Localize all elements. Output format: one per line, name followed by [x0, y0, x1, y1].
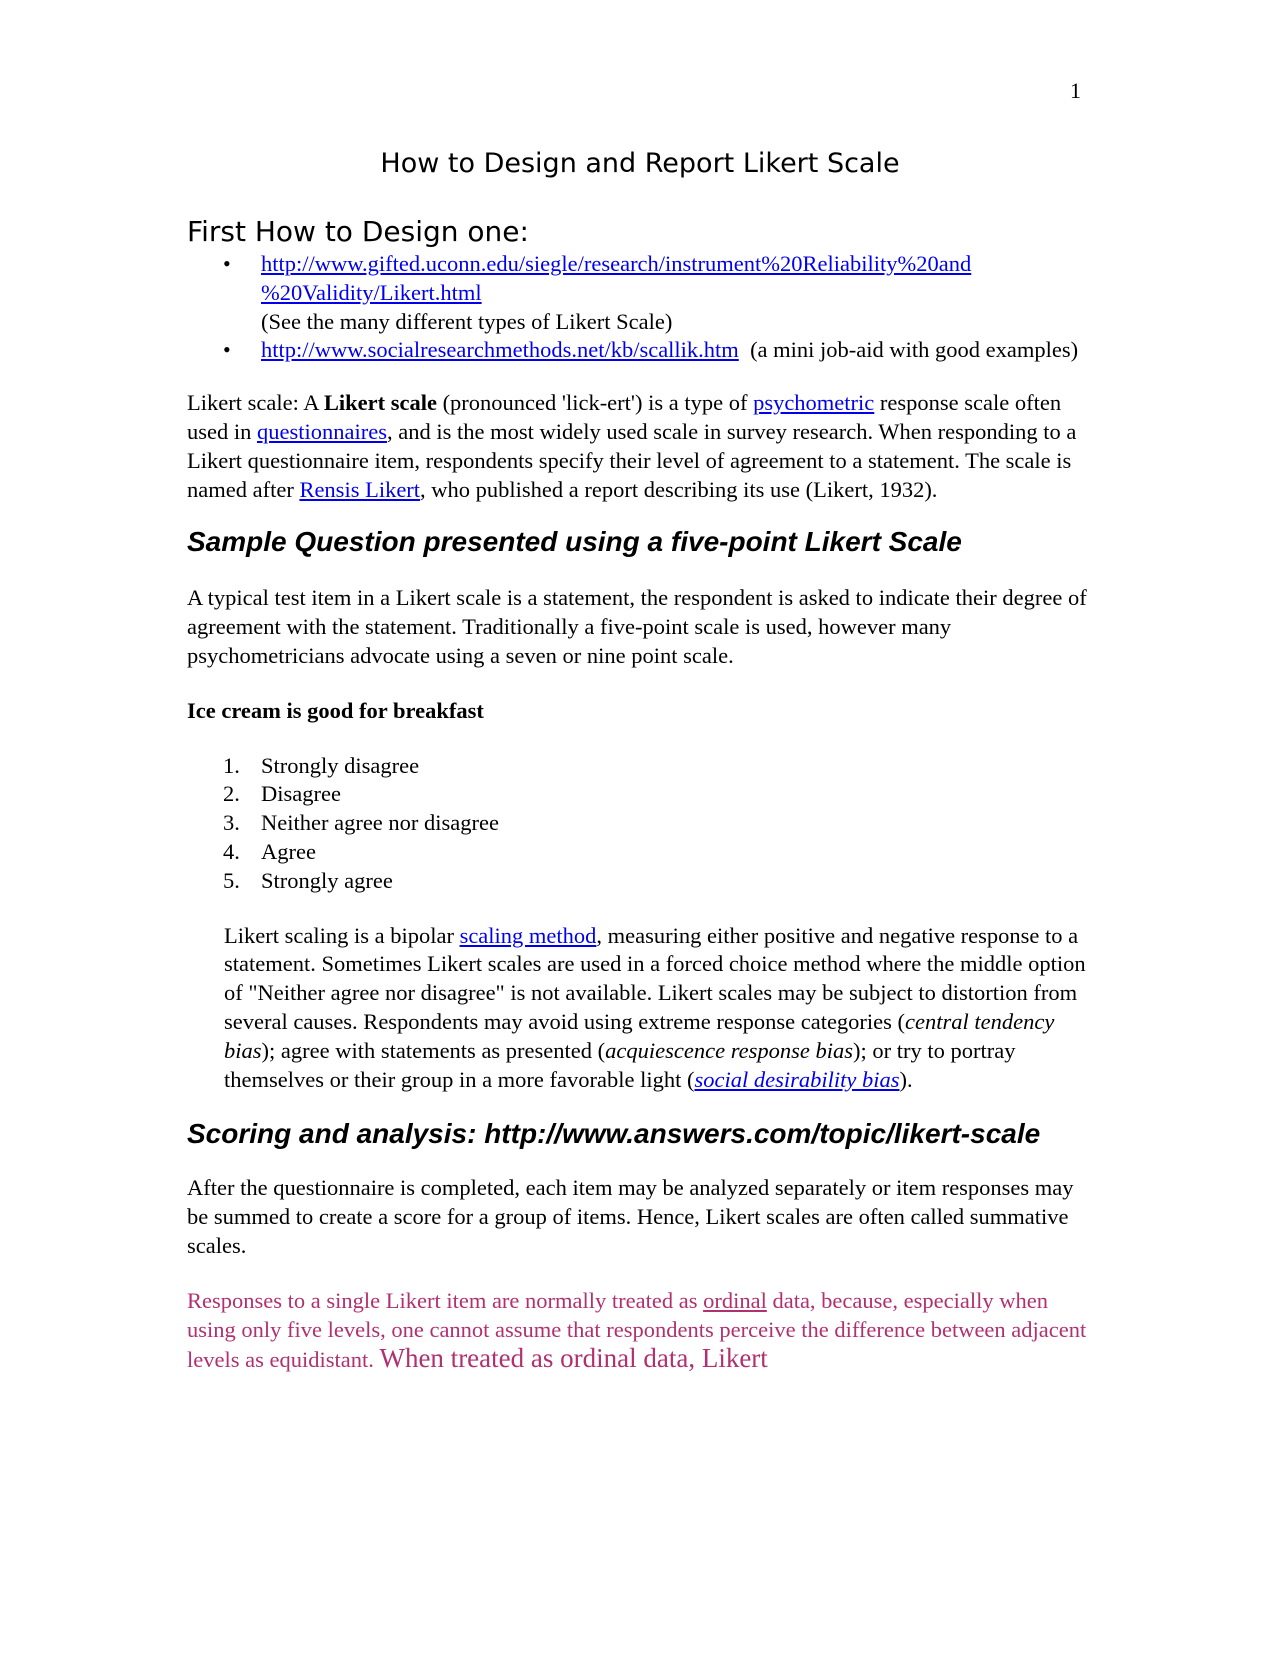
- italic-term: acquiescence response bias: [605, 1037, 853, 1063]
- scale-options: [187, 752, 1087, 896]
- design-heading: First How to Design one:: [187, 215, 529, 248]
- text: ); or try to portray themselves or their group in a more favorable light (: [224, 1037, 1016, 1092]
- link-text: %20Validity/Likert.html: [261, 279, 482, 305]
- option-number: 5.: [223, 867, 240, 893]
- text: data, because, especially when using only five levels, one cannot assume that respondents perceive the difference between adjacent levels as equidistant.: [187, 1287, 1087, 1373]
- list-item: [187, 809, 1087, 838]
- text: Likert scaling is a bipolar: [224, 922, 460, 948]
- text: , and is the most widely used scale in survey research. When responding to a Likert questionnaire item, respondents specify their level of agreement to a statement. The scale is named after: [187, 418, 1077, 502]
- text: , measuring either positive and negative response to a statement. Sometimes Likert scales are used in a forced choice method where the middle option of "Neither agree nor disagree" is not available. Likert scales may be subject to distortion from several causes. Respondents may avoid using extreme response categories (: [224, 922, 1086, 1034]
- design-link-list: [187, 250, 1087, 365]
- option-label: Neither agree nor disagree: [261, 810, 499, 836]
- bipolar-paragraph: [187, 922, 1087, 1095]
- large-text: When treated as ordinal data, Likert: [379, 1343, 768, 1374]
- psychometric-link[interactable]: psychometric: [753, 390, 875, 416]
- page-number: 1: [1070, 78, 1081, 103]
- text: , who published a report describing its use (Likert, 1932).: [420, 476, 938, 502]
- socialresearch-link[interactable]: http://www.socialresearchmethods.net/kb/scallik.htm: [261, 337, 739, 363]
- italic-term: central tendency bias: [224, 1008, 1055, 1063]
- questionnaires-link[interactable]: questionnaires: [257, 418, 387, 444]
- option-number: 4.: [223, 838, 240, 864]
- list-item: [187, 250, 1087, 336]
- list-item: [187, 867, 1087, 896]
- text: response scale often used in: [187, 390, 1062, 444]
- option-number: 1.: [223, 752, 240, 778]
- list-note: (See the many different types of Likert Scale): [261, 308, 673, 334]
- bullet-icon: •: [223, 337, 231, 363]
- list-item: [187, 752, 1087, 781]
- ordinal-paragraph: [187, 1287, 1087, 1375]
- text: Responses to a single Likert item are normally treated as: [187, 1287, 704, 1313]
- sample-paragraph: A typical test item in a Likert scale is a statement, the respondent is asked to indicate their degree of agreement with the statement. Traditionally a five-point scale is used, however many psychometricians advocate using a seven or nine point scale.: [187, 585, 1087, 668]
- text: (pronounced 'lick-ert') is a type of: [436, 390, 754, 416]
- uconn-link[interactable]: [261, 251, 971, 305]
- social-desirability-link[interactable]: social desirability bias: [694, 1066, 900, 1092]
- option-number: 2.: [223, 781, 240, 807]
- text: Likert scale: A: [187, 390, 324, 416]
- list-item: [187, 838, 1087, 867]
- sample-question: Ice cream is good for breakfast: [187, 697, 484, 723]
- rensis-likert-link[interactable]: Rensis Likert: [299, 476, 421, 502]
- scoring-heading: Scoring and analysis: http://www.answers.com/topic/likert-scale: [187, 1118, 1041, 1150]
- link-text: http://www.gifted.uconn.edu/siegle/research/instrument%20Reliability%20and: [261, 251, 972, 276]
- list-item: [187, 780, 1087, 809]
- text: ).: [899, 1066, 913, 1092]
- list-item: [187, 336, 1087, 365]
- option-number: 3.: [223, 810, 240, 836]
- option-label: Strongly disagree: [261, 752, 420, 778]
- document-body: [187, 214, 1087, 1375]
- text: ); agree with statements as presented (: [261, 1037, 606, 1063]
- bold-term: Likert scale: [323, 390, 437, 416]
- option-label: Strongly agree: [261, 867, 393, 893]
- intro-paragraph: [187, 389, 1087, 504]
- scaling-method-link[interactable]: scaling method: [459, 922, 597, 948]
- option-label: Agree: [261, 838, 316, 864]
- document-title: How to Design and Report Likert Scale: [380, 148, 900, 179]
- ordinal-link[interactable]: ordinal: [703, 1287, 767, 1313]
- scoring-paragraph: After the questionnaire is completed, each item may be analyzed separately or item responses may be summed to create a score for a group of items. Hence, Likert scales are often called summative scales.: [187, 1175, 1074, 1258]
- option-label: Disagree: [261, 781, 341, 807]
- sample-heading: Sample Question presented using a five-point Likert Scale: [187, 526, 962, 558]
- bullet-icon: •: [223, 251, 231, 276]
- list-note: (a mini job-aid with good examples): [750, 337, 1079, 363]
